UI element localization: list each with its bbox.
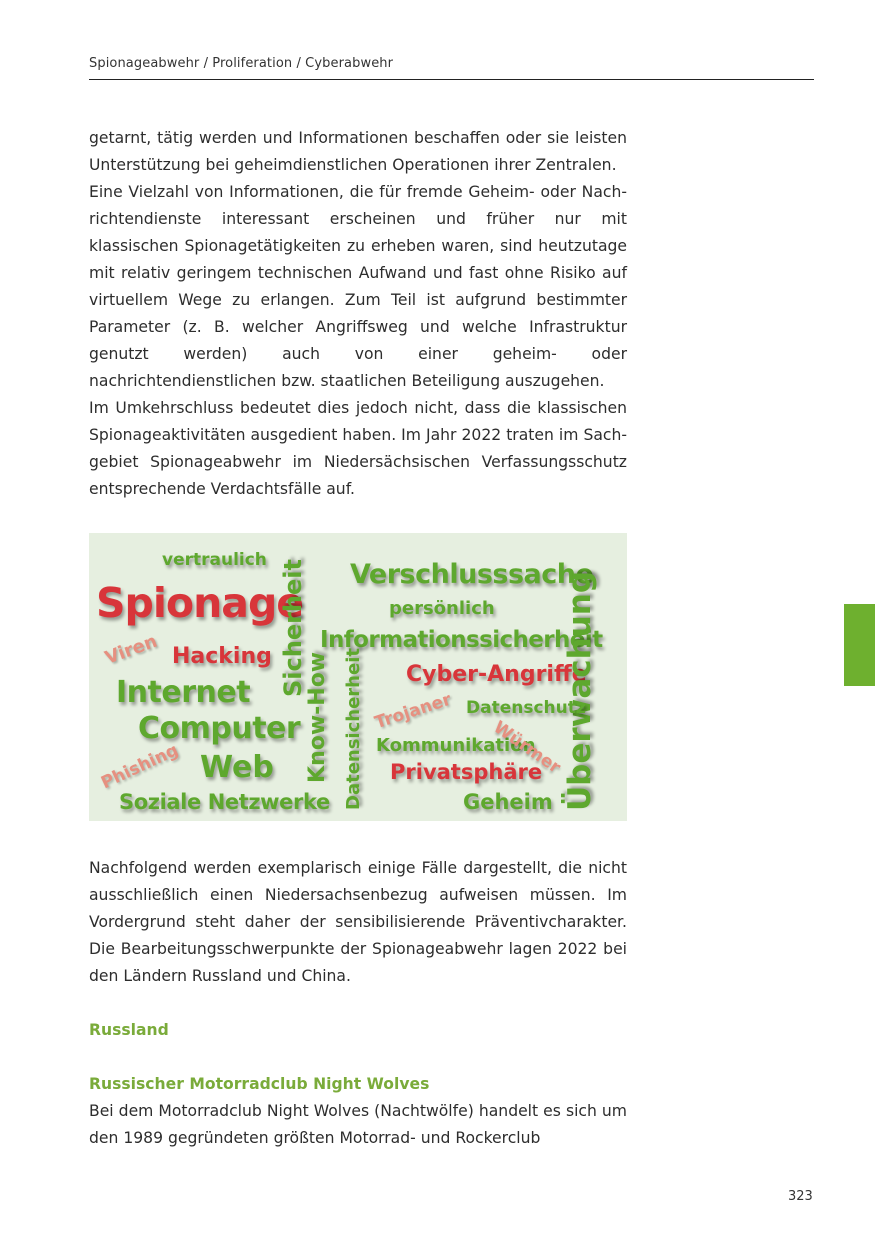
running-header: Spionageabwehr / Proliferation / Cyberabwehr — [89, 56, 394, 71]
section-heading-country: Russland — [89, 1021, 169, 1039]
word-datensicherheit: Datensicherheit — [343, 648, 364, 810]
word-vertraulich: vertraulich — [162, 550, 267, 570]
paragraph-5: Bei dem Motorradclub Night Wolves (Nachtwölfe) handelt es sich um den 1989 gegründeten größten Motorrad- und Rockerclub — [89, 1102, 627, 1147]
word-phishing: Phishing — [98, 740, 182, 794]
paragraph-3: Im Umkehrschluss bedeutet dies jedoch nicht, dass die klassischen Spionageaktivitäten ausgedient haben. Im Jahr 2022 traten im Sachgebiet Spionageabwehr im Niedersächsischen Verfassungsschutz entsprechende Verdachtsfälle auf. — [89, 399, 627, 498]
word-web: Web — [200, 750, 274, 785]
header-rule — [89, 79, 814, 80]
section-heading-topic: Russischer Motorradclub Night Wolves — [89, 1075, 430, 1093]
word-verschlusssache: Verschlusssache — [350, 559, 594, 590]
bottom-text-block — [89, 1098, 627, 1152]
paragraph-4: Nachfolgend werden exemplarisch einige Fälle dargestellt, die nicht ausschließlich einen Niedersachsenbezug aufweisen müssen. Im Vordergrund steht daher der sensibilisierende Präventivcharakter. Die Bearbeitungsschwerpunkte der Spionageabwehr lagen 2022 bei den Ländern Russland und China. — [89, 859, 627, 985]
paragraph-1: getarnt, tätig werden und Informationen beschaffen oder sie leisten Unterstützung bei geheimdienstlichen Operationen ihrer Zentralen. — [89, 129, 627, 174]
word-ueberwachung: Überwachung — [562, 570, 598, 811]
word-cloud-image — [89, 533, 627, 821]
word-privatsphaere: Privatsphäre — [390, 760, 543, 784]
intro-text-block — [89, 125, 627, 503]
word-hacking: Hacking — [172, 644, 272, 669]
page-number: 323 — [788, 1189, 813, 1204]
word-geheim: Geheim — [463, 790, 553, 814]
paragraph-2: Eine Vielzahl von Informationen, die für fremde Geheim- oder Nachrichtendienste interessant erscheinen und früher nur mit klassischen Spionagetätigkeiten zu erheben waren, sind heutzutage mit relativ geringem technischen Aufwand und fast ohne Risiko auf virtuellem Wege zu erlangen. Zum Teil ist aufgrund bestimmter Parameter (z. B. welcher Angriffsweg und welche Infrastruktur genutzt werden) auch von einer geheim- oder nachrichtendienstlichen bzw. staatlichen Beteiligung auszugehen. — [89, 183, 627, 390]
word-computer: Computer — [138, 711, 301, 746]
middle-text-block — [89, 855, 627, 990]
word-kommunikation: Kommunikation — [376, 735, 536, 756]
word-wuermer: Würmer — [489, 717, 565, 778]
word-persoenlich: persönlich — [389, 598, 495, 619]
word-viren: Viren — [102, 630, 160, 669]
word-trojaner: Trojaner — [372, 689, 454, 734]
word-informationssicherheit: Informationssicherheit — [320, 627, 603, 653]
word-soziale-netzwerke: Soziale Netzwerke — [119, 790, 330, 814]
word-spionage: Spionage — [96, 579, 304, 627]
word-datenschutz: Datenschutz — [466, 698, 586, 718]
word-cyber-angriffe: Cyber-Angriffe — [406, 662, 587, 687]
word-sicherheit: Sicherheit — [279, 559, 307, 697]
chapter-tab-marker — [844, 604, 875, 686]
word-know-how: Know-How — [305, 651, 330, 783]
word-internet: Internet — [116, 675, 251, 710]
